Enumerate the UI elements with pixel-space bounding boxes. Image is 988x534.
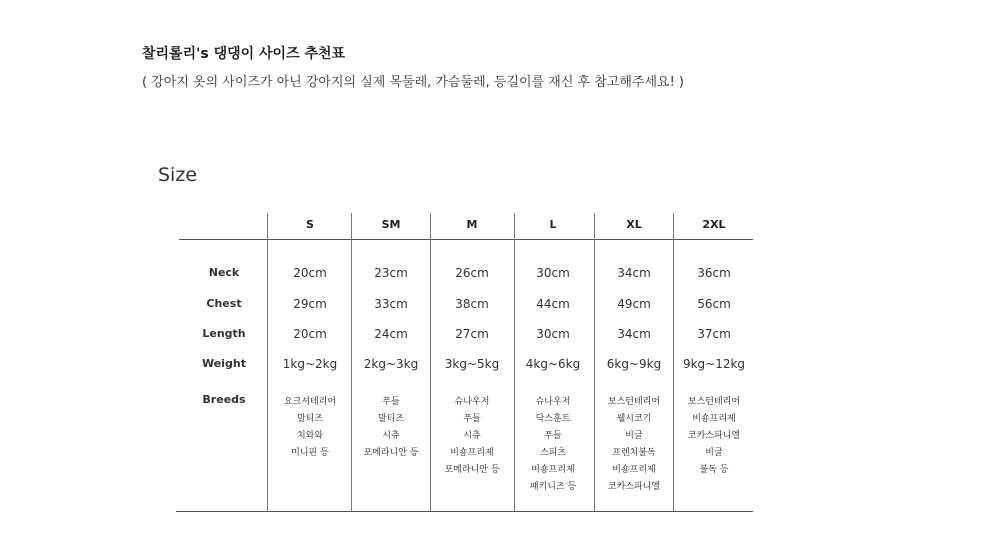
column-header-xl: XL — [626, 218, 642, 231]
breed-item: 비숑프리제 — [450, 448, 494, 458]
row-label-breeds: Breeds — [202, 393, 246, 406]
table-cell: 49cm — [617, 297, 651, 311]
table-cell: 34cm — [617, 266, 651, 280]
column-header-l: L — [549, 218, 557, 231]
page-subtitle: ( 강아지 옷의 사이즈가 아닌 강아지의 실제 목둘레, 가슴둘레, 등길이를 재신 후 참고해주세요! ) — [142, 75, 684, 90]
breed-item: 미니핀 등 — [291, 448, 329, 458]
breed-item: 슈나우저 — [535, 397, 571, 407]
table-cell: 26cm — [455, 266, 489, 280]
table-cell: 6kg~9kg — [606, 357, 662, 371]
breed-item: 푸들 — [544, 431, 562, 441]
row-label-neck: Neck — [208, 266, 240, 279]
table-top-divider — [179, 239, 753, 240]
breed-item: 슈나우저 — [454, 397, 490, 407]
row-label-weight: Weight — [202, 357, 246, 370]
breed-item: 말티즈 — [296, 414, 324, 424]
table-cell: 33cm — [374, 297, 408, 311]
row-label-chest: Chest — [206, 297, 242, 310]
column-header-s: S — [306, 218, 314, 231]
table-cell: 23cm — [374, 266, 408, 280]
breed-item: 비글 — [705, 448, 723, 458]
table-cell: 1kg~2kg — [282, 357, 338, 371]
breed-item: 포메라니안 등 — [444, 465, 500, 475]
breed-list — [674, 394, 754, 479]
breed-item: 비숑프리제 — [531, 465, 575, 475]
breed-item: 보스턴테리어 — [687, 397, 741, 407]
breed-item: 비숑프리제 — [692, 414, 736, 424]
breed-item: 보스턴테리어 — [607, 397, 661, 407]
table-cell: 24cm — [374, 327, 408, 341]
column-divider — [267, 213, 268, 511]
breed-item: 코카스파니엘 — [687, 431, 741, 441]
column-header-m: M — [466, 218, 478, 231]
breed-item: 웰시코기 — [616, 414, 652, 424]
table-cell: 20cm — [293, 266, 327, 280]
breed-item: 푸들 — [463, 414, 481, 424]
table-cell: 44cm — [536, 297, 570, 311]
breed-list — [270, 394, 350, 462]
table-cell: 30cm — [536, 266, 570, 280]
breed-item: 말티즈 — [377, 414, 405, 424]
breed-item: 패키니즈 등 — [529, 482, 577, 492]
table-cell: 36cm — [697, 266, 731, 280]
page-title: 찰리롤리's 댕댕이 사이즈 추천표 — [142, 46, 346, 62]
table-cell: 29cm — [293, 297, 327, 311]
breed-item: 푸들 — [382, 397, 400, 407]
table-cell: 2kg~3kg — [363, 357, 419, 371]
breed-item: 시츄 — [463, 431, 481, 441]
breed-item: 비숑프리제 — [612, 465, 656, 475]
table-cell: 3kg~5kg — [444, 357, 500, 371]
table-cell: 56cm — [697, 297, 731, 311]
breed-item: 코카스파니엘 — [607, 482, 661, 492]
breed-item: 닥스훈트 — [535, 414, 571, 424]
row-label-length: Length — [202, 327, 246, 340]
breed-list — [513, 394, 593, 496]
table-bottom-divider — [176, 511, 753, 512]
table-cell: 37cm — [697, 327, 731, 341]
column-header-2xl: 2XL — [702, 218, 726, 231]
breed-item: 치와와 — [296, 431, 324, 441]
breed-list — [351, 394, 431, 462]
breed-item: 스피츠 — [539, 448, 567, 458]
table-cell: 9kg~12kg — [682, 357, 746, 371]
table-cell: 20cm — [293, 327, 327, 341]
table-cell: 34cm — [617, 327, 651, 341]
breed-item: 불독 등 — [699, 465, 729, 475]
breed-list — [432, 394, 512, 479]
breed-item: 비글 — [625, 431, 643, 441]
breed-item: 프렌치불독 — [612, 448, 656, 458]
table-cell: 27cm — [455, 327, 489, 341]
table-cell: 38cm — [455, 297, 489, 311]
breed-list — [594, 394, 674, 496]
table-cell: 4kg~6kg — [525, 357, 581, 371]
breed-item: 요크셔테리어 — [283, 397, 337, 407]
table-cell: 30cm — [536, 327, 570, 341]
size-chart-heading: Size — [158, 164, 198, 186]
column-header-sm: SM — [381, 218, 401, 231]
breed-item: 포메라니안 등 — [363, 448, 419, 458]
breed-item: 시츄 — [382, 431, 400, 441]
